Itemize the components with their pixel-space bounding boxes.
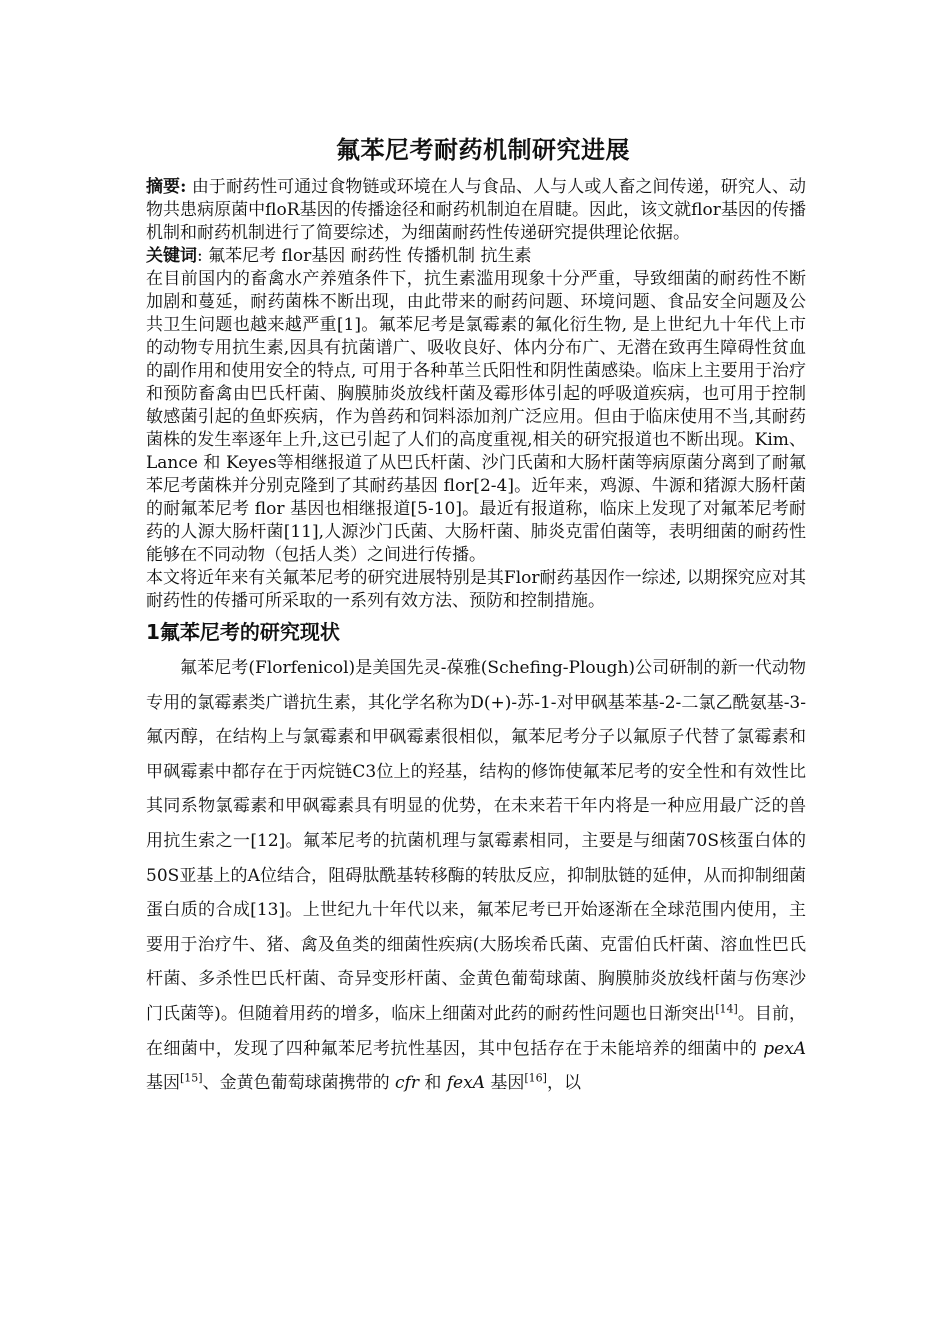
section-1-text-a: 氟苯尼考(Florfenicol)是美国先灵-葆雅(Schefing-Plough)公司研制的新一代动物专用的氯霉素类广谱抗生素，其化学名称为D(+)-苏-1-对甲砜基苯基-2-二氯乙酰氨基-3-氟丙醇，在结构上与氯霉素和甲砜霉素很相似，氟苯尼考分子以氟原子代替了氯霉素和甲砜霉素中都存在于丙烷链C3位上的羟基，结构的修饰使氟苯尼考的安全性和有效性比其同系物氯霉素和甲砜霉素具有明显的优势，在未来若干年内将是一种应用最广泛的兽用抗生索之一[12]。氟苯尼考的抗菌机理与氯霉素相同，主要是与细菌70S核蛋白体的50S亚基上的A位结合，阻碍肽酰基转移酶的转肽反应，抑制肽链的延伸，从而抑制细菌蛋白质的合成[13]。上世纪九十年代以来，氟苯尼考已开始逐渐在全球范围内使用，主要用于治疗牛、猪、禽及鱼类的细菌性疾病(大肠埃希氏菌、克雷伯氏杆菌、溶血性巴氏杆菌、多杀性巴氏杆菌、奇异变形杆菌、金黄色葡萄球菌、胸膜肺炎放线杆菌与伤寒沙门氏菌等)。但随着用药的增多，临床上细菌对此药的耐药性问题也日渐突出	[146, 658, 806, 1024]
abstract-text: 由于耐药性可通过食物链或环境在人与食品、人与人或人畜之间传递，研究人、动物共患病原菌中floR基因的传播途径和耐药机制迫在眉睫。因此，该文就flor基因的传播机制和耐药机制进行了简要综述，为细菌耐药性传递研究提供理论依据。	[146, 177, 806, 243]
section-1-text-g: ，以	[546, 1073, 581, 1094]
abstract	[146, 176, 806, 245]
gene-pexA: pexA	[763, 1038, 806, 1059]
section-1-text-d: 、金黄色葡萄球菌携带的	[202, 1073, 395, 1094]
section-1-text-b: 。目前，在细菌中，发现了四种氟苯尼考抗性基因，其中包括存在于未能培养的细菌中的	[146, 1003, 806, 1059]
citation-14: [14]	[715, 1002, 738, 1016]
introduction	[146, 268, 806, 613]
gene-fexA: fexA	[446, 1073, 485, 1094]
keywords	[146, 245, 806, 268]
document-page	[146, 130, 806, 1101]
intro-paragraph-2: 本文将近年来有关氟苯尼考的研究进展特别是其Flor耐药基因作一综述, 以期探究应对其耐药性的传播可所采取的一系列有效方法、预防和控制措施。	[146, 568, 806, 611]
abstract-label: 摘要:	[146, 177, 187, 197]
gene-cfr: cfr	[395, 1073, 419, 1094]
keywords-label: 关键词	[146, 246, 197, 266]
section-1-text-f: 基因	[484, 1073, 525, 1094]
paper-title: 氟苯尼考耐药机制研究进展	[336, 136, 630, 164]
keywords-text: : 氟苯尼考 flor基因 耐药性 传播机制 抗生素	[197, 246, 532, 266]
section-1-text-c: 基因	[146, 1073, 180, 1094]
section-1-paragraph	[146, 651, 806, 1101]
citation-16: [16]	[524, 1071, 547, 1085]
citation-15: [15]	[180, 1071, 203, 1085]
intro-paragraph-1: 在目前国内的畜禽水产养殖条件下，抗生素滥用现象十分严重，导致细菌的耐药性不断加剧和蔓延，耐药菌株不断出现，由此带来的耐药问题、环境问题、食品安全问题及公共卫生问题也越来越严重[1]。氟苯尼考是氯霉素的氟化衍生物, 是上世纪九十年代上市的动物专用抗生素,因具有抗菌谱广、吸收良好、体内分布广、无潜在致再生障碍性贫血的副作用和使用安全的特点, 可用于各种革兰氏阳性和阴性菌感染。临床上主要用于治疗和预防畜禽由巴氏杆菌、胸膜肺炎放线杆菌及霉形体引起的呼吸道疾病，也可用于控制敏感菌引起的鱼虾疾病，作为兽药和饲料添加剂广泛应用。但由于临床使用不当,其耐药菌株的发生率逐年上升,这已引起了人们的高度重视,相关的研究报道也不断出现。Kim、Lance 和 Keyes等相继报道了从巴氏杆菌、沙门氏菌和大肠杆菌等病原菌分离到了耐氟苯尼考菌株并分别克隆到了其耐药基因 flor[2-4]。近年来，鸡源、牛源和猪源大肠杆菌的耐氟苯尼考 flor 基因也相继报道[5-10]。最近有报道称，临床上发现了对氟苯尼考耐药的人源大肠杆菌[11],人源沙门氏菌、大肠杆菌、肺炎克雷伯菌等，表明细菌的耐药性能够在不同动物（包括人类）之间进行传播。	[146, 269, 806, 565]
section-1-text-e: 和	[418, 1073, 447, 1094]
section-heading-1: 1氟苯尼考的研究现状	[146, 620, 340, 644]
